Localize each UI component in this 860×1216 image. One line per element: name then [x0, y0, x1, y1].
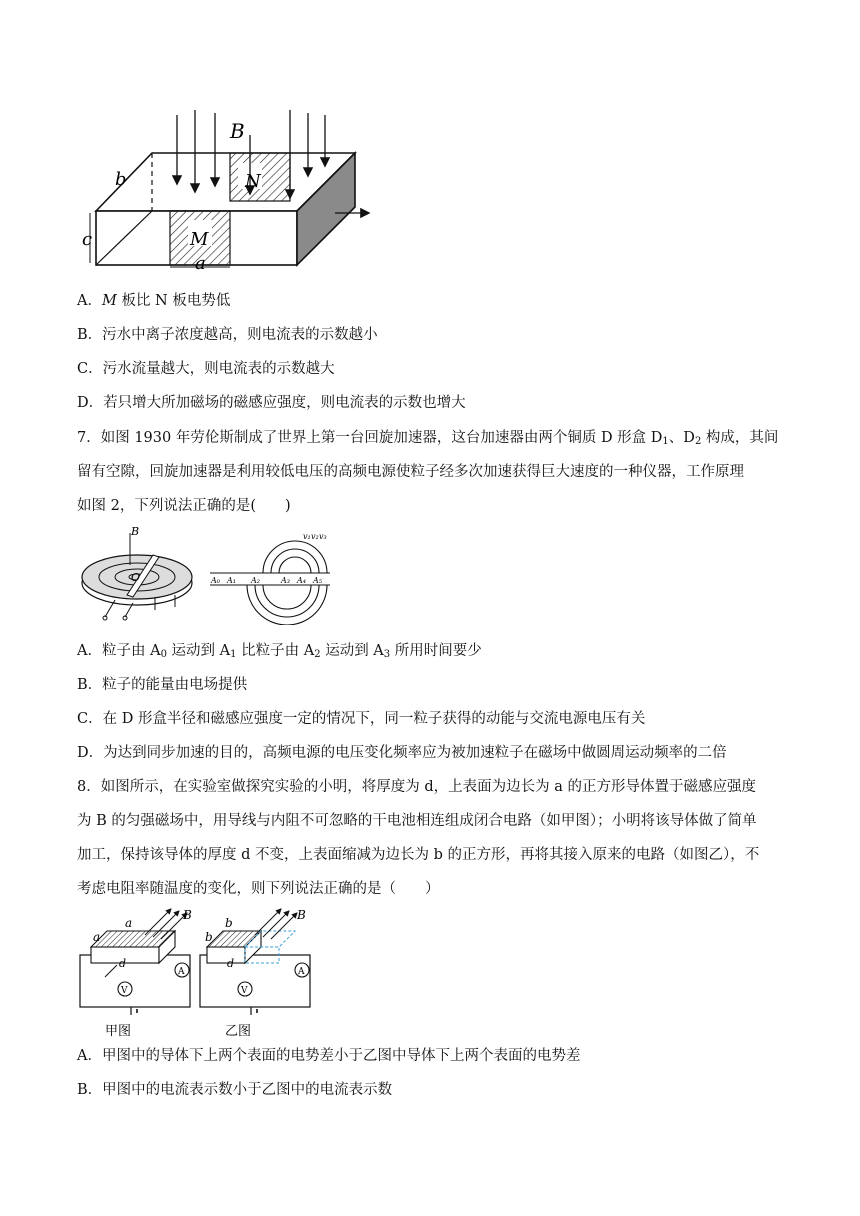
- label-a: a: [195, 253, 206, 270]
- left-label-a-top: a: [125, 916, 133, 930]
- cyc-A4: A₄: [297, 576, 306, 585]
- cyc-A5: A₅: [313, 576, 322, 585]
- right-label-b-top: b: [225, 916, 233, 930]
- cyclotron-diagram: [75, 525, 335, 625]
- left-voltmeter-label: V: [121, 986, 128, 996]
- right-ammeter-label: A: [298, 967, 305, 977]
- q8-option-a: A．甲图中的导体下上两个表面的电势差小于乙图中导体下上两个表面的电势差: [77, 1048, 581, 1064]
- cyc-A2: A₂: [251, 576, 260, 585]
- q8-stem-line2: 为 B 的匀强磁场中，用导线与内阻不可忽略的干电池相连组成闭合电路（如甲图）；小明将该导体做了简单: [77, 813, 757, 829]
- cyc-A1: A₁: [227, 576, 236, 585]
- right-label-B: B: [297, 908, 306, 922]
- q7-stem-line3: 如图 2，下列说法正确的是( ): [77, 498, 291, 514]
- hall-circuits-diagram: [75, 905, 325, 1040]
- flowmeter-diagram: [80, 105, 380, 270]
- left-label-a-side: a: [93, 930, 101, 944]
- cyc-v2: v₂: [311, 532, 319, 541]
- right-voltmeter-label: V: [241, 986, 248, 996]
- cyclotron-label-O: O: [131, 571, 141, 584]
- label-B: B: [230, 119, 245, 143]
- q8-stem-line1: 8．如图所示，在实验室做探究实验的小明，将厚度为 d，上表面为边长为 a 的正方形导体置于磁感应强度: [77, 779, 756, 795]
- label-b: b: [115, 169, 127, 190]
- q7-option-b: B．粒子的能量由电场提供: [77, 677, 248, 693]
- label-N: N: [245, 171, 261, 192]
- q6-option-c: C．污水流量越大，则电流表的示数越大: [77, 361, 335, 377]
- q7-stem-line1: 7．如图 1930 年劳伦斯制成了世界上第一台回旋加速器，这台加速器由两个铜质 D 形盒 $D_1$、$D_2$ 构成，其间: [77, 430, 779, 447]
- cyc-A0: A₀: [211, 576, 220, 585]
- caption-jia: 甲图: [105, 1024, 132, 1039]
- q7-option-d: D．为达到同步加速的目的，高频电源的电压变化频率应为被加速粒子在磁场中做圆周运动频率的二倍: [77, 745, 727, 761]
- right-label-d: d: [227, 957, 235, 970]
- q7-option-c: C．在 D 形盒半径和磁感应强度一定的情况下，同一粒子获得的动能与交流电源电压有关: [77, 711, 646, 727]
- right-label-b-side: b: [205, 930, 213, 944]
- q6-option-b: B．污水中离子浓度越高，则电流表的示数越小: [77, 327, 378, 343]
- left-ammeter-label: A: [178, 967, 185, 977]
- q8-option-b: B．甲图中的电流表示数小于乙图中的电流表示数: [77, 1082, 393, 1098]
- cyc-v3: v₃: [319, 532, 327, 541]
- cyclotron-label-B: B: [131, 525, 140, 538]
- caption-yi: 乙图: [225, 1024, 252, 1039]
- q7-option-a: A．粒子由 $A_0$ 运动到 $A_1$ 比粒子由 $A_2$ 运动到 $A_3$ 所用时间要少: [77, 643, 482, 660]
- label-c: c: [82, 229, 93, 250]
- q8-stem-line3: 加工，保持该导体的厚度 d 不变，上表面缩减为边长为 b 的正方形，再将其接入原来的电路（如图乙），不: [77, 847, 760, 863]
- q8-stem-line4: 考虑电阻率随温度的变化，则下列说法正确的是（ ）: [77, 881, 440, 897]
- q6-option-a: A．M 板比 N 板电势低: [77, 293, 231, 309]
- left-label-d: d: [119, 957, 127, 970]
- label-M: M: [190, 229, 209, 250]
- q7-stem-line2: 留有空隙，回旋加速器是利用较低电压的高频电源使粒子经多次加速获得巨大速度的一种仪器，工作原理: [77, 464, 744, 480]
- left-label-B: B: [183, 908, 192, 922]
- q6-option-d: D．若只增大所加磁场的磁感应强度，则电流表的示数也增大: [77, 395, 466, 411]
- cyc-v1: v₁: [303, 532, 311, 541]
- cyc-A3: A₃: [281, 576, 290, 585]
